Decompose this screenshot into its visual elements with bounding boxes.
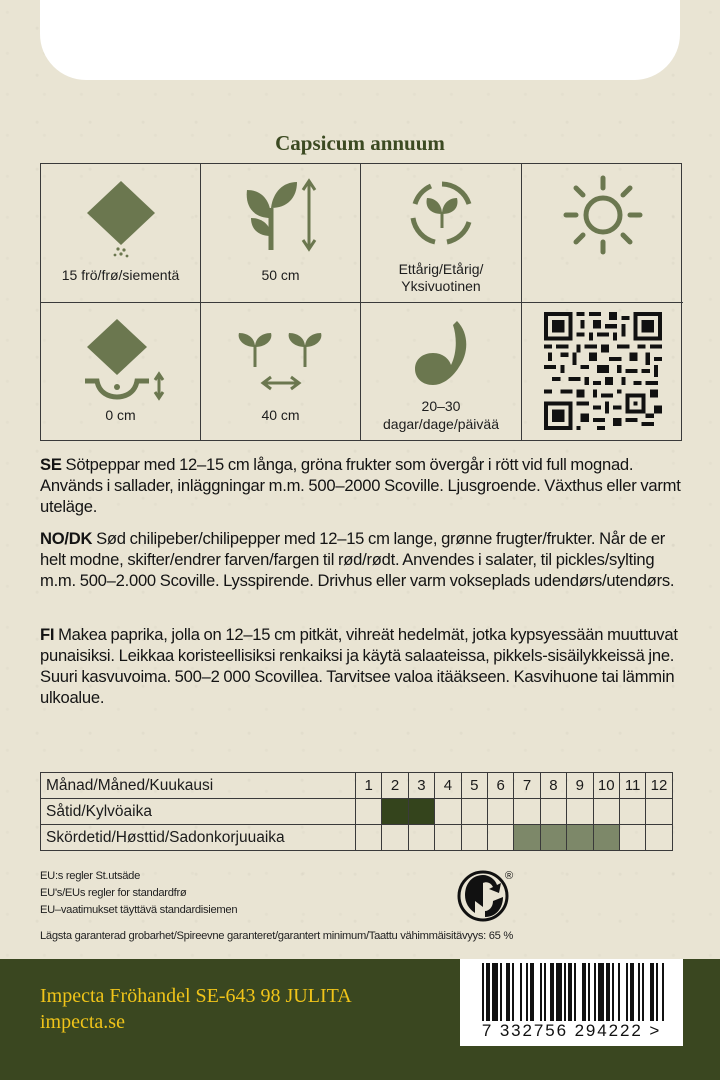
sow-month-6 — [487, 799, 513, 825]
barcode-bar — [606, 963, 610, 1021]
barcode-bar — [540, 963, 542, 1021]
barcode-bar — [582, 963, 586, 1021]
description-no-dk — [40, 528, 688, 591]
barcode-bar — [520, 963, 522, 1021]
harvest-month-9 — [567, 825, 593, 851]
company-address: Impecta Fröhandel SE-643 98 JULITA — [40, 985, 352, 1007]
barcode-bar — [630, 963, 634, 1021]
sow-month-7 — [514, 799, 540, 825]
germination-days-unit: dagar/dage/päivää — [383, 416, 499, 432]
harvest-month-11 — [619, 825, 645, 851]
sowing-depth-icon — [81, 317, 165, 401]
month-1: 1 — [356, 773, 382, 799]
seed-packet-icon — [85, 179, 157, 259]
seed-count-label: 15 frö/frø/siementä — [61, 267, 180, 283]
lang-code-no-dk: NO/DK — [40, 529, 93, 548]
month-12: 12 — [646, 773, 672, 799]
company-website-link[interactable]: impecta.se — [40, 1011, 125, 1033]
harvest-label: Skördetid/Høsttid/Sadonkorjuuaika — [41, 825, 356, 851]
barcode-bar — [512, 963, 514, 1021]
registered-mark: ® — [505, 870, 514, 882]
barcode-bar — [506, 963, 510, 1021]
sow-month-5 — [461, 799, 487, 825]
month-3: 3 — [408, 773, 434, 799]
barcode-bar — [598, 963, 604, 1021]
sun-cell — [522, 164, 683, 303]
barcode-bar — [662, 963, 664, 1021]
description-fi-text: Makea paprika, jolla on 12–15 cm pitkät, vihreät hedelmät, jotka kypsyessään muuttuvat punaisiksi. Leikkaa koristeellisiksi renkaiksi ja käytä salaateissa, pikkels-sisäilykkeissä jne. Suuri kasvuvoima. 500–2 000 Scovillea. Tarvitsee valoa itääkseen. Kasvihuone tai lämmin ulkoalue. — [40, 625, 678, 707]
month-10: 10 — [593, 773, 619, 799]
sow-month-1 — [356, 799, 382, 825]
harvest-month-1 — [356, 825, 382, 851]
description-fi — [40, 624, 688, 708]
green-dot-recycling-icon — [455, 863, 517, 925]
sow-label: Såtid/Kylvöaika — [41, 799, 356, 825]
company-info — [40, 983, 352, 1035]
barcode-bar — [492, 963, 498, 1021]
barcode-bar — [588, 963, 590, 1021]
harvest-month-5 — [461, 825, 487, 851]
sow-month-2 — [382, 799, 408, 825]
lang-code-fi: FI — [40, 625, 55, 644]
barcode-digits: 7 332756 294222 > — [481, 1021, 662, 1040]
germination-seed-icon — [413, 319, 473, 391]
harvest-month-10 — [593, 825, 619, 851]
sow-month-4 — [435, 799, 461, 825]
calendar-harvest-row — [41, 825, 673, 851]
barcode-bar — [612, 963, 614, 1021]
plant-spacing-cell — [201, 303, 361, 440]
germination-cell — [361, 303, 522, 440]
hanger-cutout — [40, 0, 680, 80]
seed-count-cell — [41, 164, 201, 303]
eu-regulation-fi: EU–vaatimukset täyttävä standardisiemen — [40, 904, 238, 916]
barcode-bar — [568, 963, 572, 1021]
info-icon-grid — [40, 163, 682, 441]
sowing-depth-cell — [41, 303, 201, 440]
barcode-bar — [638, 963, 640, 1021]
plant-height-cell — [201, 164, 361, 303]
barcode-bar — [618, 963, 620, 1021]
harvest-month-12 — [646, 825, 672, 851]
eu-regulations — [40, 868, 237, 919]
plant-height-icon — [243, 178, 323, 252]
annual-cycle-icon — [407, 178, 477, 248]
eu-regulation-se: EU:s regler St.utsäde — [40, 870, 141, 882]
month-6: 6 — [487, 773, 513, 799]
description-no-dk-text: Sød chilipeber/chilipepper med 12–15 cm lange, grønne frugter/frukter. Når de er helt modne, skifter/endrer farven/fargen til rød/rødt. Anvendes i salater, til pickles/sylting m.m. 500–2.000 Scoville. Lysspirende. Drivhus eller varm vokseplads udendørs/utendørs. — [40, 529, 675, 590]
barcode-bar — [574, 963, 576, 1021]
annual-cell — [361, 164, 522, 303]
harvest-month-6 — [487, 825, 513, 851]
barcode-bar — [594, 963, 596, 1021]
barcode-bar — [530, 963, 534, 1021]
barcode-bar — [656, 963, 658, 1021]
sow-month-9 — [567, 799, 593, 825]
sow-month-8 — [540, 799, 566, 825]
sow-month-11 — [619, 799, 645, 825]
barcode-bar — [544, 963, 546, 1021]
barcode-bar — [642, 963, 644, 1021]
barcode-bar — [556, 963, 562, 1021]
barcode-bar — [626, 963, 628, 1021]
barcode-bar — [550, 963, 554, 1021]
harvest-month-7 — [514, 825, 540, 851]
eu-regulation-no-dk: EU's/EUs regler for standardfrø — [40, 887, 187, 899]
description-se-text: Sötpeppar med 12–15 cm långa, gröna frukter som övergår i rött vid full mognad. Används i sallader, inläggningar m.m. 500–2000 Scoville. Ljusgroende. Växthus eller varmt uteläge. — [40, 455, 681, 516]
barcode-bar — [500, 963, 502, 1021]
harvest-month-3 — [408, 825, 434, 851]
sun-icon — [562, 174, 644, 256]
month-9: 9 — [567, 773, 593, 799]
month-4: 4 — [435, 773, 461, 799]
harvest-month-4 — [435, 825, 461, 851]
harvest-month-8 — [540, 825, 566, 851]
species-name: Capsicum annuum — [275, 131, 445, 155]
plant-spacing-icon — [235, 331, 327, 395]
germination-guarantee: Lägsta garanterad grobarhet/Spireevne garanteret/garantert minimum/Taattu vähimmäisitävyys: 65 % — [40, 930, 514, 942]
calendar-month-row — [41, 773, 673, 799]
qr-code-icon[interactable] — [544, 312, 662, 430]
barcode-bar — [564, 963, 566, 1021]
month-7: 7 — [514, 773, 540, 799]
growing-calendar — [40, 772, 673, 851]
lang-code-se: SE — [40, 455, 62, 474]
month-header: Månad/Måned/Kuukausi — [41, 773, 356, 799]
qr-code-cell — [522, 303, 683, 440]
harvest-month-2 — [382, 825, 408, 851]
annual-label-line1: Ettårig/Etårig/ — [398, 261, 484, 277]
description-se — [40, 454, 688, 517]
sow-month-10 — [593, 799, 619, 825]
annual-label-line2: Yksivuotinen — [401, 278, 481, 294]
calendar-sow-row — [41, 799, 673, 825]
barcode-bar — [526, 963, 528, 1021]
month-2: 2 — [382, 773, 408, 799]
sow-month-12 — [646, 799, 672, 825]
germination-days-value: 20–30 — [421, 398, 461, 414]
sowing-depth-label: 0 cm — [105, 407, 136, 423]
barcode-bar — [482, 963, 484, 1021]
month-5: 5 — [461, 773, 487, 799]
month-8: 8 — [540, 773, 566, 799]
month-11: 11 — [619, 773, 645, 799]
plant-spacing-label: 40 cm — [261, 407, 300, 423]
barcode-bar — [486, 963, 490, 1021]
sow-month-3 — [408, 799, 434, 825]
plant-height-label: 50 cm — [261, 267, 300, 283]
barcode-bar — [650, 963, 654, 1021]
